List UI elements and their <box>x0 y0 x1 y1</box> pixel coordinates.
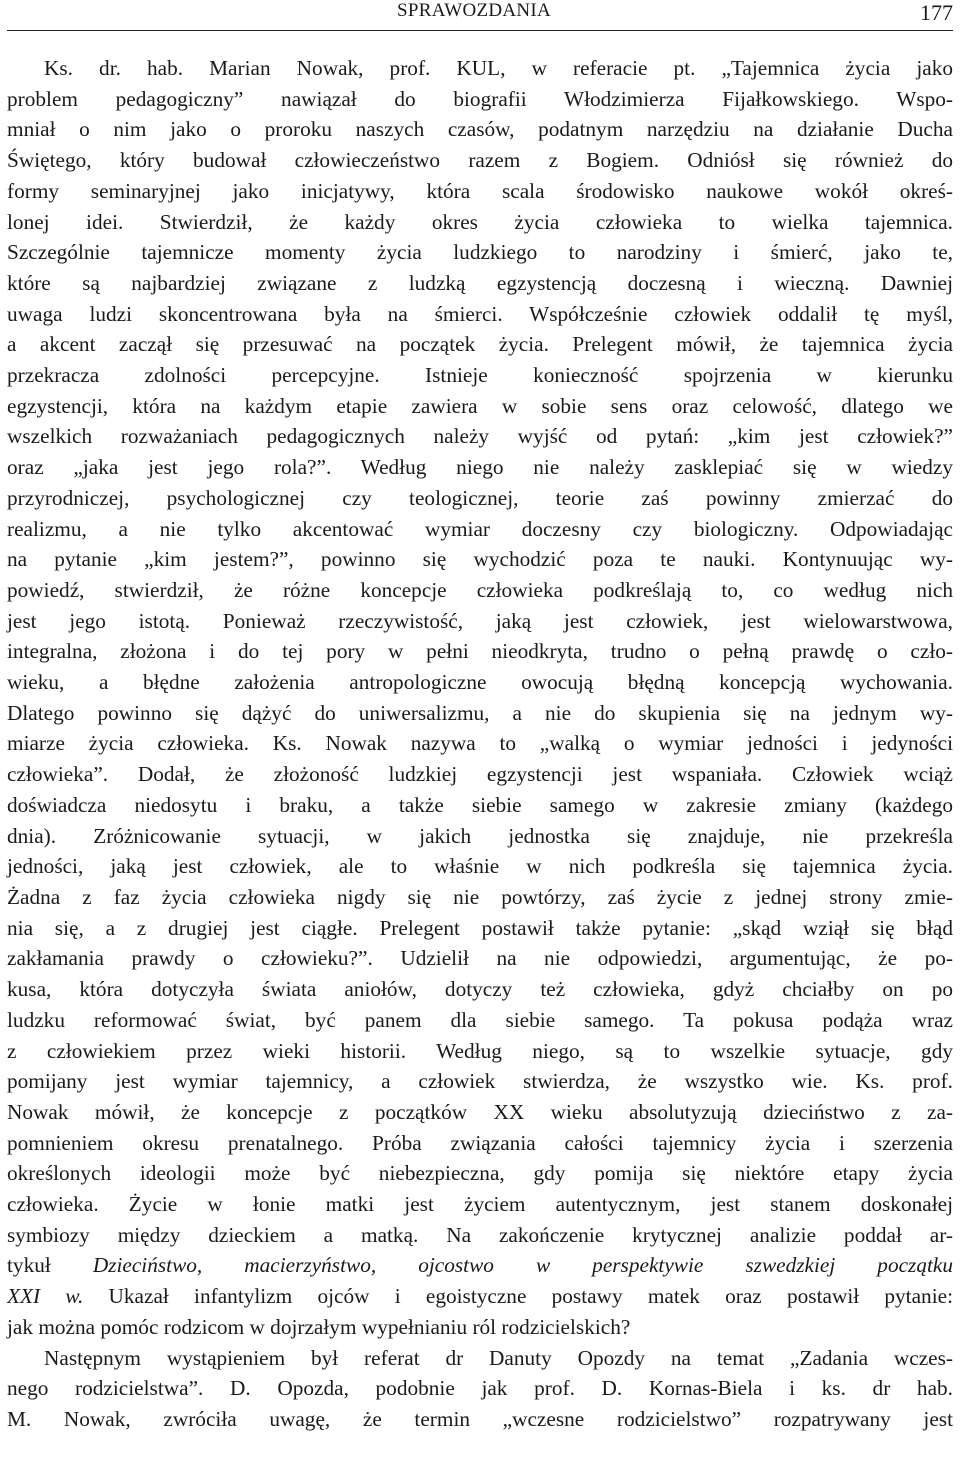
text-line: Żadna z faz życia człowieka nigdy się nie powtórzy, zaś życie z jednej strony zmie- <box>7 884 953 909</box>
article-body <box>7 53 953 1435</box>
text-line: lonej idei. Stwierdził, że każdy okres życia człowieka to wielka tajemnica. <box>7 209 953 234</box>
text-line: przyrodniczej, psychologicznej czy teologicznej, teorie zaś powinny zmierzać do <box>7 485 953 510</box>
text-line: na pytanie „kim jestem?”, powinno się wychodzić poza te nauki. Kontynuując wy- <box>7 547 953 572</box>
text-line: Świętego, który budował człowieczeństwo razem z Bogiem. Odniósł się również do <box>7 148 953 173</box>
text-line: pomnieniem okresu prenatalnego. Próba związania całości tajemnicy życia i szerzenia <box>7 1130 953 1155</box>
paragraph-nowak-lecture <box>7 53 953 1343</box>
text-line: integralna, złożona i do tej pory w pełni nieodkryta, trudno o pełną prawdę o czło- <box>7 639 953 664</box>
text-line: Ks. dr. hab. Marian Nowak, prof. KUL, w referacie pt. „Tajemnica życia jako <box>44 56 953 80</box>
text-line: jest jego istotą. Ponieważ rzeczywistość, jaką jest człowiek, jest wielowarstwowa, <box>7 608 953 633</box>
text-line: oraz „jaka jest jego rola?”. Według niego nie należy zasklepiać się w wiedzy <box>7 455 953 480</box>
text-line: z człowiekiem przez wieki historii. Według niego, są to wszelkie sytuacje, gdy <box>7 1038 953 1063</box>
text-line: które są najbardziej związane z ludzką egzystencją doczesną i wieczną. Dawniej <box>7 270 953 295</box>
text-line: przekracza zdolności percepcyjne. Istnieje konieczność spojrzenia w kierunku <box>7 363 953 388</box>
text-line: pomijany jest wymiar tajemnicy, a człowiek stwierdza, że wszystko wie. Ks. prof. <box>7 1069 953 1094</box>
text-line: formy seminaryjnej jako inicjatywy, która scala środowisko naukowe wokół okreś- <box>7 178 953 203</box>
article-title-italic: Dzieciństwo, macierzyństwo, ojcostwo w perspektywie szwedzkiej początku <box>92 1253 953 1278</box>
text-segment: tykuł <box>7 1253 93 1278</box>
text-line: dnia). Zróżnicowanie sytuacji, w jakich jednostka się znajduje, nie przekreśla <box>7 823 953 848</box>
text-line: symbiozy między dzieckiem a matką. Na zakończenie krytycznej analizie poddał ar- <box>7 1222 953 1247</box>
text-line: Szczególnie tajemnicze momenty życia ludzkiego to narodziny i śmierć, jako te, <box>7 240 953 265</box>
text-line: doświadcza niedosytu i braku, a także siebie samego w zakresie zmiany (każdego <box>7 792 953 817</box>
text-line: Dlatego powinno się dążyć do uniwersalizmu, a nie do skupienia się na jednym wy- <box>7 700 953 725</box>
text-line: Nowak mówił, że koncepcje z początków XX wieku absolutyzują dzieciństwo z za- <box>7 1099 953 1124</box>
text-line: powiedź, stwierdził, że różne koncepcje człowieka podkreślają to, co według nich <box>7 577 953 602</box>
text-line: ludzku reformować świat, być panem dla siebie samego. Ta pokusa podąża wraz <box>7 1007 953 1032</box>
text-line: Następnym wystąpieniem był referat dr Danuty Opozdy na temat „Zadania wczes- <box>44 1345 953 1370</box>
text-line: miarze życia człowieka. Ks. Nowak nazywa to „walką o wymiar jedności i jedyności <box>7 731 953 756</box>
text-line: mniał o nim jako o proroku naszych czasów, podatnym narzędziu na działanie Ducha <box>7 117 953 142</box>
text-line: egzystencji, która na każdym etapie zawiera w sobie sens oraz celowość, dlatego we <box>7 393 953 418</box>
text-line: określonych ideologii może być niebezpieczna, gdy pomija się niektóre etapy życia <box>7 1161 953 1186</box>
text-line: wieku, a błędne założenia antropologiczne owocują błędną koncepcją wychowania. <box>7 670 953 695</box>
text-line: a akcent zaczął się przesuwać na początek życia. Prelegent mówił, że tajemnica życia <box>7 332 953 357</box>
running-header <box>7 0 953 31</box>
text-line: problem pedagogiczny” nawiązał do biografii Włodzimierza Fijałkowskiego. Wspo- <box>7 86 953 111</box>
text-line: uwaga ludzi skoncentrowana była na śmierci. Współcześnie człowiek oddalił tę myśl, <box>7 301 953 326</box>
text-line: realizmu, a nie tylko akcentować wymiar doczesny czy biologiczny. Odpowiadając <box>7 516 953 541</box>
text-line: nia się, a z drugiej jest ciągłe. Prelegent postawił także pytanie: „skąd wziął się błąd <box>7 915 953 940</box>
page-number: 177 <box>920 0 953 25</box>
text-line: jedności, jaką jest człowiek, ale to właśnie w nich podkreśla się tajemnica życia. <box>7 854 953 879</box>
text-line: kusa, która dotyczyła świata aniołów, dotyczy też człowieka, gdyż chciałby on po <box>7 977 953 1002</box>
text-line-with-title <box>7 1250 953 1281</box>
document-page <box>7 0 953 1435</box>
text-line-with-title <box>7 1281 953 1312</box>
text-line: M. Nowak, zwróciła uwagę, że termin „wczesne rodzicielstwo” rozpatrywany jest <box>7 1406 953 1431</box>
text-line: wszelkich rozważaniach pedagogicznych należy wyjść od pytań: „kim jest człowiek?” <box>7 424 953 449</box>
text-line: jak można pomóc rodzicom w dojrzałym wypełnianiu ról rodzicielskich? <box>7 1314 631 1339</box>
text-line: zakłamania prawdy o człowieku?”. Udzielił na nie odpowiedzi, argumentując, że po- <box>7 946 953 971</box>
text-line: człowieka”. Dodał, że złożoność ludzkiej egzystencji jest wspaniała. Człowiek wciąż <box>7 762 953 787</box>
article-title-italic: XXI w. <box>7 1284 84 1309</box>
text-line: człowieka. Życie w łonie matki jest życiem autentycznym, jest stanem doskonałej <box>7 1192 953 1217</box>
text-segment: Ukazał infantylizm ojców i egoistyczne postawy matek oraz postawił pytanie: <box>83 1284 953 1309</box>
paragraph-opozda-lecture <box>7 1343 953 1435</box>
running-title: SPRAWOZDANIA <box>397 0 552 21</box>
text-line: nego rodzicielstwa”. D. Opozda, podobnie jak prof. D. Kornas-Biela i ks. dr hab. <box>7 1376 953 1401</box>
